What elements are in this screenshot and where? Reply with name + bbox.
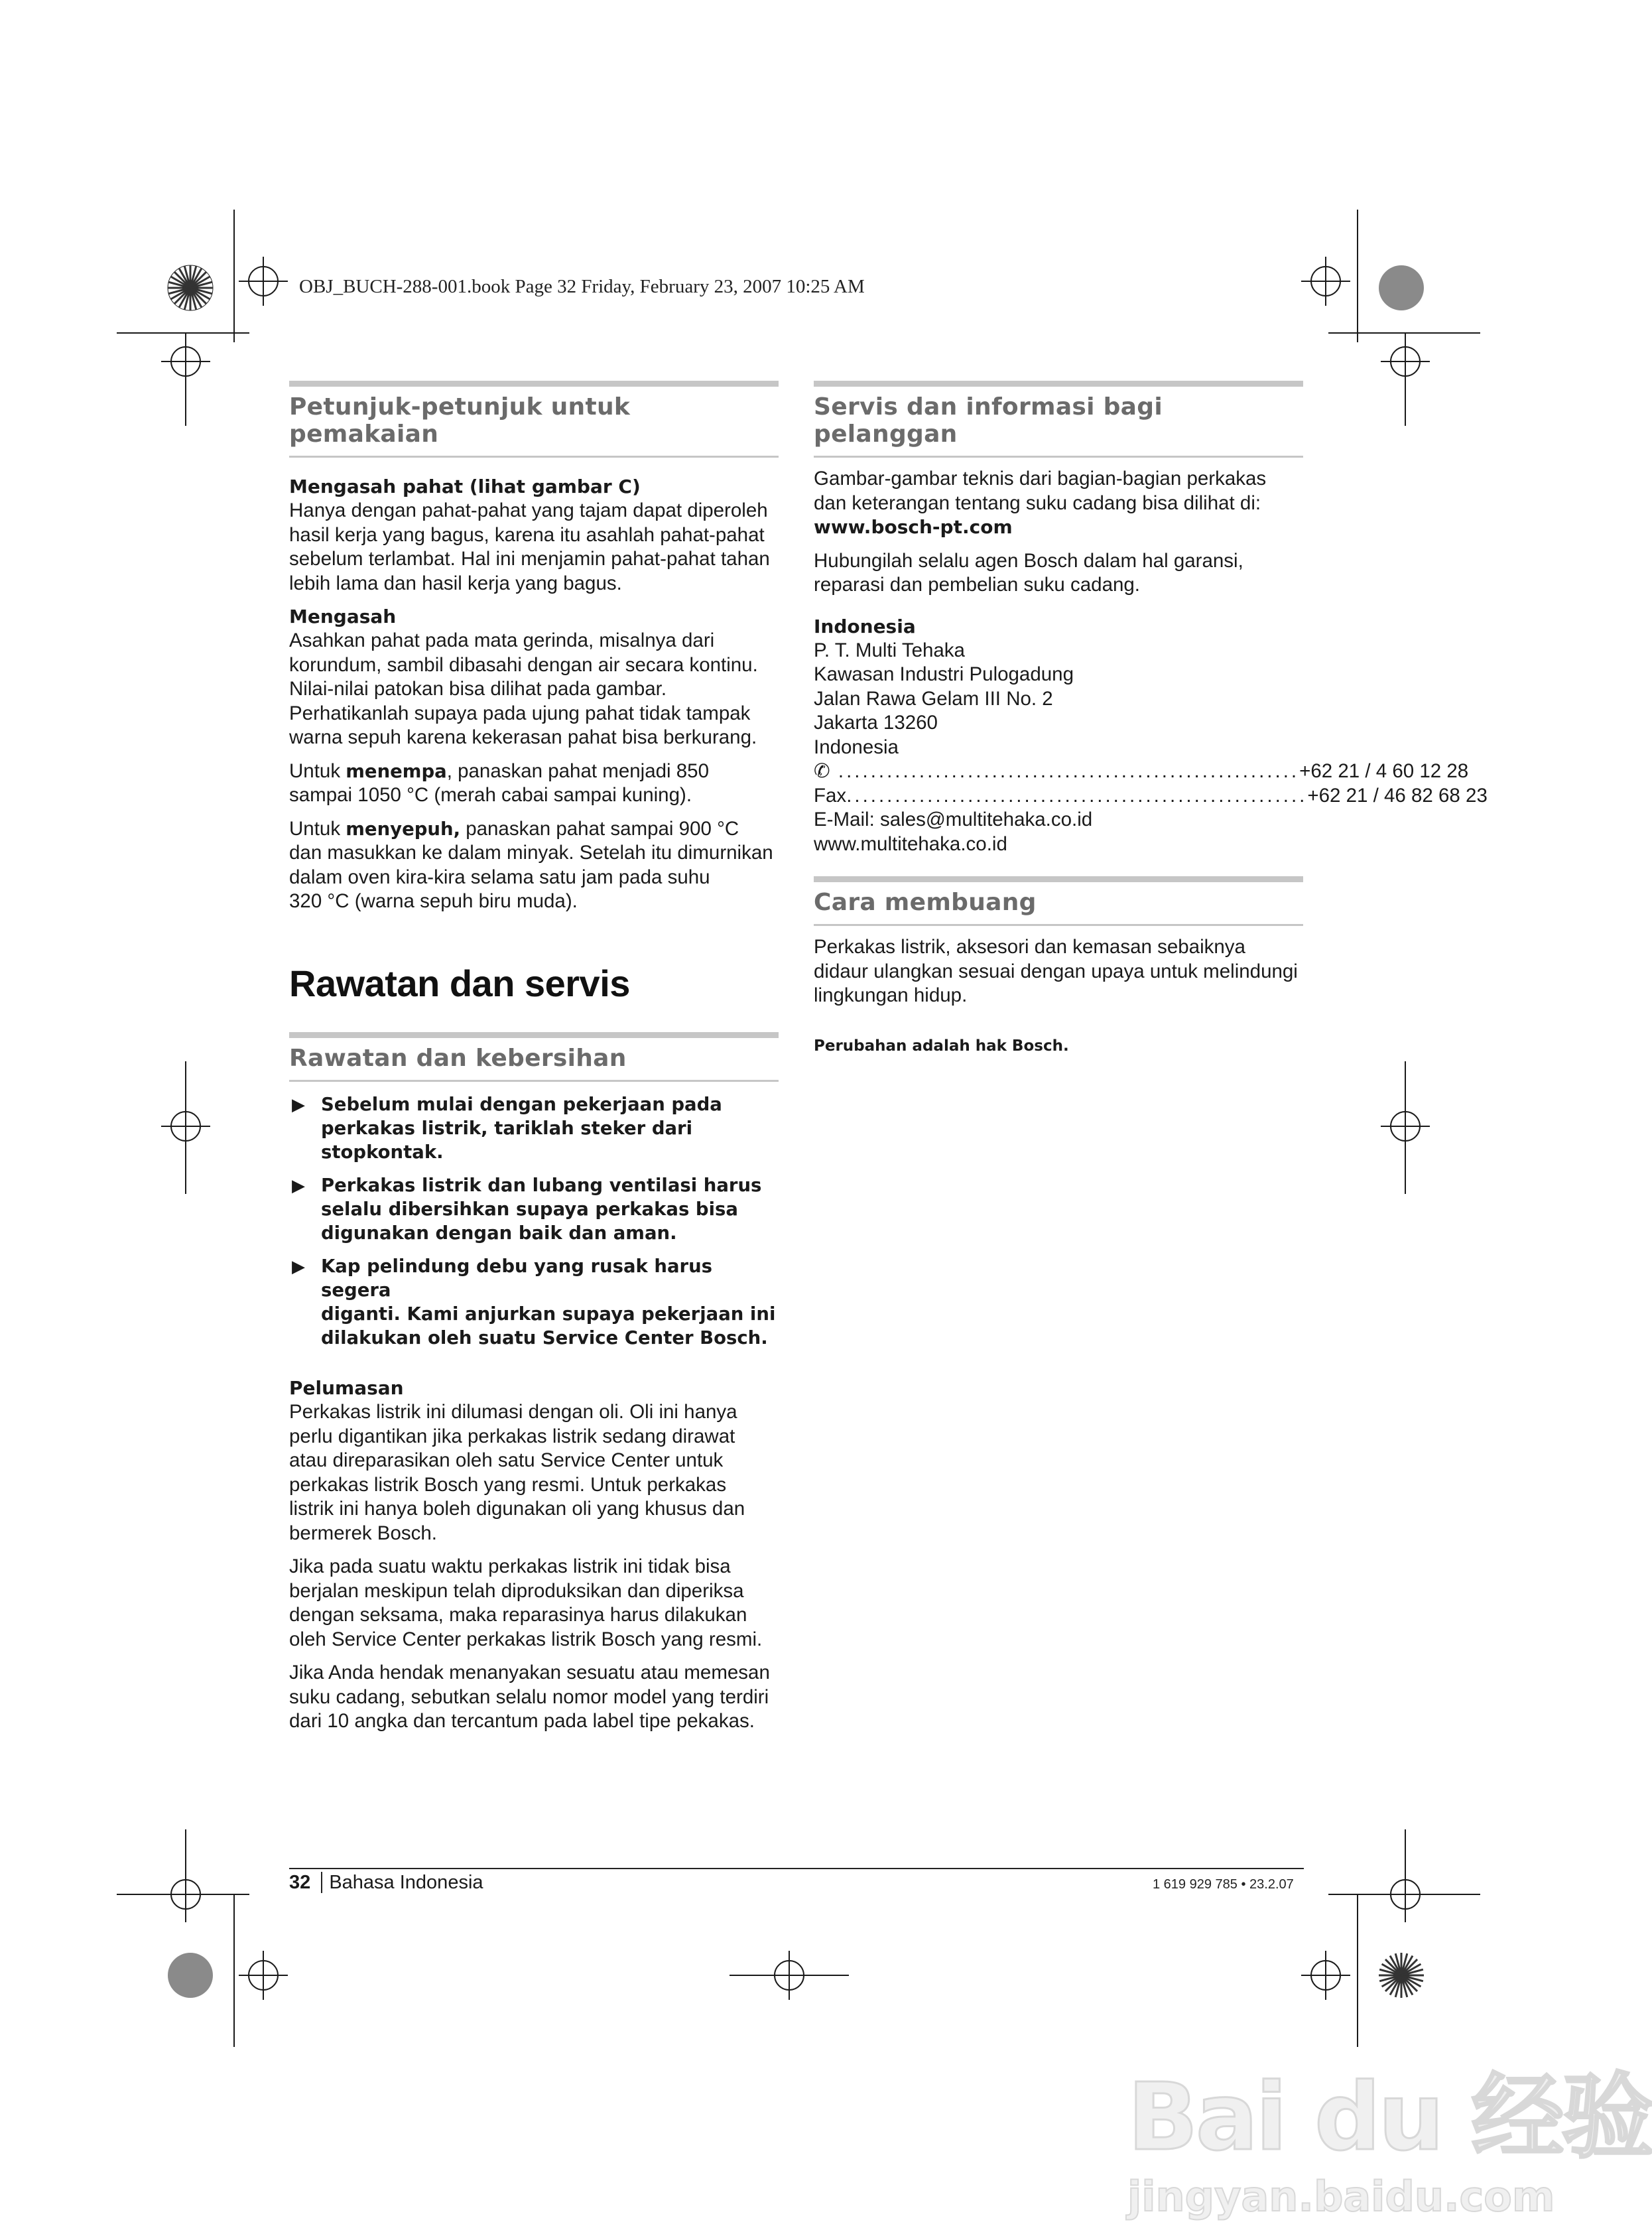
footer-language: Bahasa Indonesia [329,1872,483,1893]
fax-line: Fax ......................................................... +62 21 / 46 82 68 23 [814,784,1488,807]
footer-rule [289,1868,1304,1869]
para-temper: Untuk menyepuh, panaskan pahat sampai 900 °C dan masukkan ke dalam minyak. Setelah itu dimurnikan dalam oven kira-kira selama satu jam pada suhu 320 °C (warna sepuh biru muda). [289,817,773,912]
heading-grind: Mengasah [289,606,397,627]
chapter-title: Rawatan dan servis [289,962,630,1004]
bosch-url[interactable]: www.bosch-pt.com [814,516,1013,538]
left-column-care [289,1032,779,1734]
section-title-service: Servis dan informasi bagi pelanggan [814,381,1303,458]
para-lubrication-3: Jika Anda hendak menanyakan sesuatu atau memesan suku cadang, sebutkan selalu nomor model yang terdiri dari 10 angka dan tercantum pada label tipe pekakas. [289,1662,770,1732]
para-lubrication-1: Perkakas listrik ini dilumasi dengan oli. Oli ini hanya perlu digantikan jika perkakas listrik sedang dirawat atau direparasikan oleh satu Service Center untuk perkakas listrik Bosch yang resmi. Untuk perkakas listrik ini hanya boleh digunakan oli yang khusus dan bermerek Bosch. [289,1401,745,1544]
para-sharpen: Hanya dengan pahat-pahat yang tajam dapat diperoleh hasil kerja yang bagus, karena itu asahlah pahat-pahat sebelum terlambat. Hal ini menjamin pahat-pahat tahan lebih lama dan hasil kerja yang bagus. [289,499,770,594]
para-grind: Asahkan pahat pada mata gerinda, misalnya dari korundum, sambil dibasahi dengan air secara kontinu. Nilai-nilai patokan bisa dilihat pada gambar. Perhatikanlah supaya pada ujung pahat tidak tampak warna sepuh karena kekerasan pahat bisa berkurang. [289,629,758,748]
page-number: 32 [289,1872,311,1893]
book-file-header: OBJ_BUCH-288-001.book Page 32 Friday, February 23, 2007 10:25 AM [299,276,865,297]
section-title-usage: Petunjuk-petunjuk untuk pemakaian [289,381,779,458]
triangle-bullet-icon: ▶ [292,1256,305,1276]
right-column [814,381,1488,1055]
website-line[interactable]: www.multitehaka.co.id [814,832,1007,855]
address-block: P. T. Multi Tehaka Kawasan Industri Pulogadung Jalan Rawa Gelam III No. 2 Jakarta 13260 Indonesia [814,639,1074,758]
left-column [289,381,779,914]
gray-target-top-right [1379,265,1424,310]
section-title-care: Rawatan dan kebersihan [289,1032,779,1082]
heading-indonesia: Indonesia [814,615,916,637]
para-disposal: Perkakas listrik, aksesori dan kemasan sebaiknya didaur ulangkan sesuai dengan upaya untuk melindungi lingkungan hidup. [814,936,1298,1006]
para-service-2: Hubungilah selalu agen Bosch dalam hal garansi, reparasi dan pembelian suku cadang. [814,549,1243,596]
para-forge: Untuk menempa, panaskan pahat menjadi 850 sampai 1050 °C (merah cabai sampai kuning). [289,759,709,806]
phone-line: ✆ ......................................................... +62 21 / 4 60 12 28 [814,759,1303,784]
para-lubrication-2: Jika pada suatu waktu perkakas listrik ini tidak bisa berjalan meskipun telah diproduksikan dan diperiksa dengan seksama, maka reparasinya harus dilakukan oleh Service Center perkakas listrik Bosch yang resmi. [289,1555,763,1650]
baidu-watermark-logo: Bai du 经验 [1127,2064,1652,2172]
heading-sharpen: Mengasah pahat (lihat gambar C) [289,476,641,497]
para-service-1: Gambar-gambar teknis dari bagian-bagian perkakas dan keterangan tentang suku cadang bisa dilihat di: www.bosch-pt.com [814,467,1303,540]
section-title-disposal: Cara membuang [814,876,1303,926]
bullet-item: ▶ Kap pelindung debu yang rusak harus segera diganti. Kami anjurkan supaya pekerjaan ini dilakukan oleh suatu Service Center Bosch. [289,1254,779,1350]
triangle-bullet-icon: ▶ [292,1175,305,1195]
footer-page-info [289,1872,483,1894]
bullet-item: ▶ Perkakas listrik dan lubang ventilasi harus selalu dibersihkan supaya perkakas bisa digunakan dengan baik dan aman. [289,1173,779,1245]
bullet-item: ▶ Sebelum mulai dengan pekerjaan pada perkakas listrik, tariklah steker dari stopkontak. [289,1092,779,1164]
triangle-bullet-icon: ▶ [292,1094,305,1114]
footer-doc-code: 1 619 929 785 • 23.2.07 [1153,1877,1294,1892]
gray-target-bottom-left [168,1953,213,1998]
baidu-watermark-url: jingyan.baidu.com [1127,2172,1555,2221]
email-line[interactable]: E-Mail: sales@multitehaka.co.id [814,809,1093,830]
phone-icon: ✆ [814,760,830,782]
heading-lubrication: Pelumasan [289,1377,404,1399]
rights-note: Perubahan adalah hak Bosch. [814,1037,1069,1055]
